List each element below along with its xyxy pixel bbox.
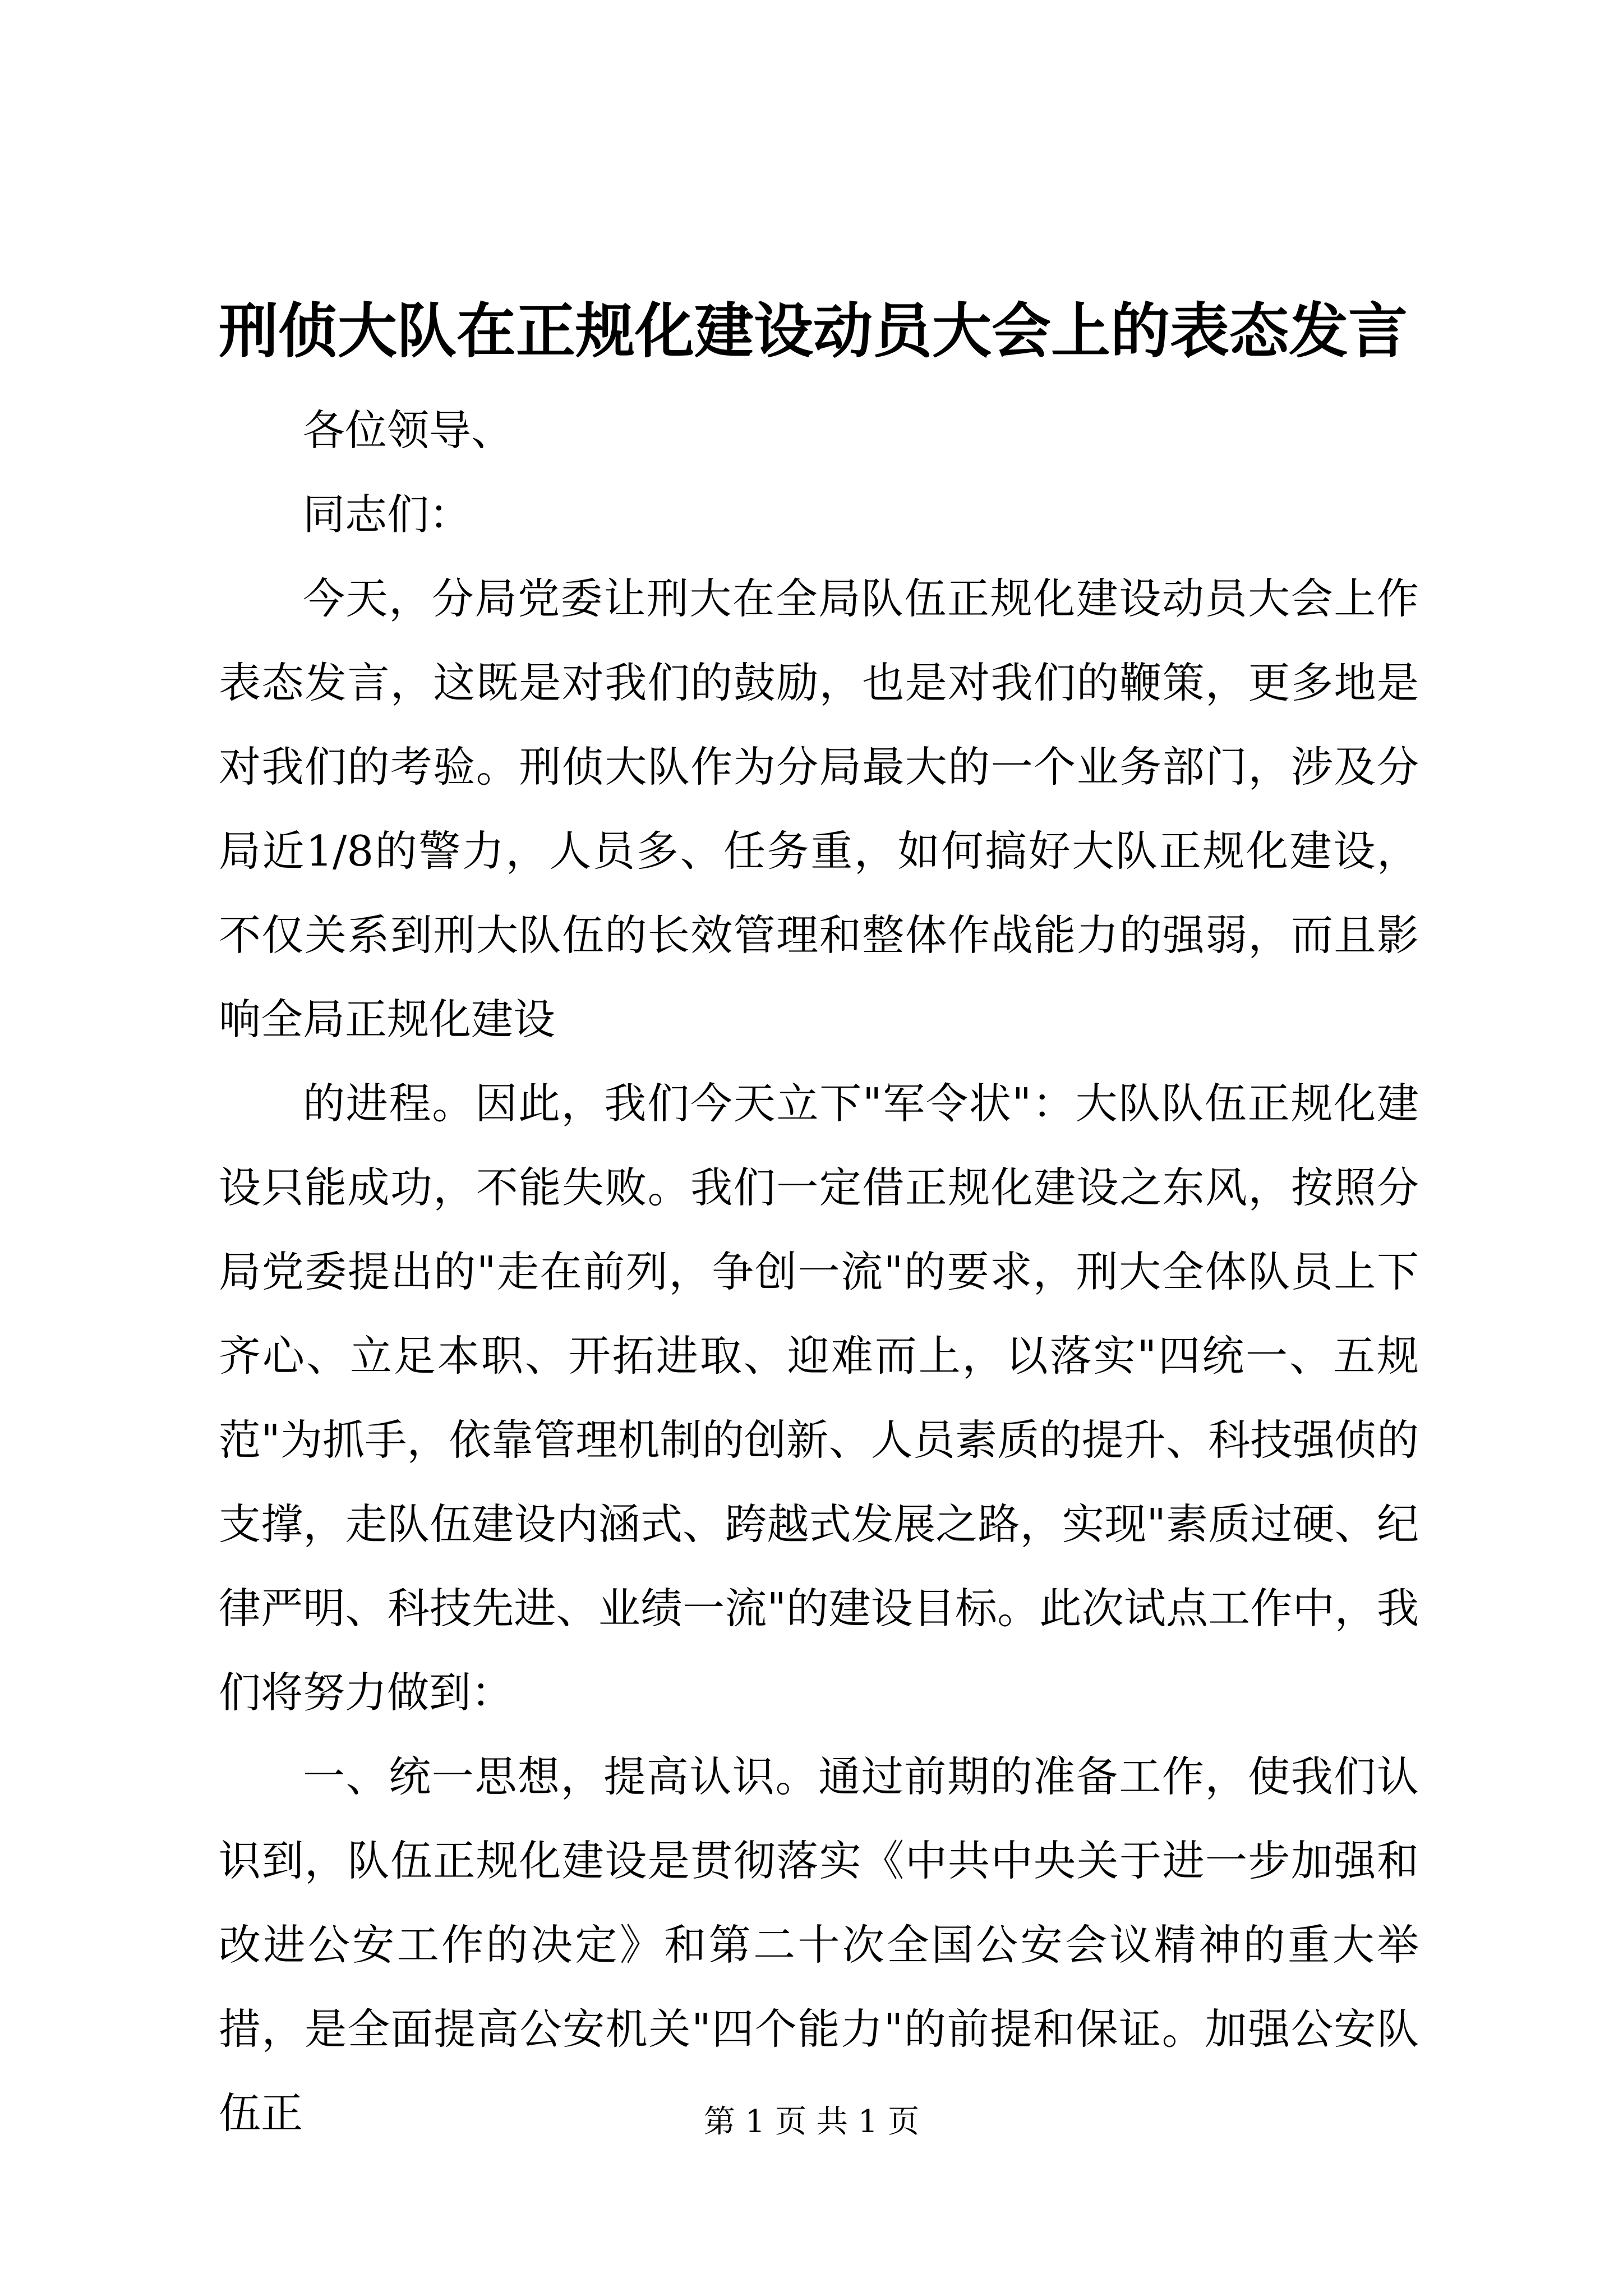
page-number-footer: 第 1 页 共 1 页 xyxy=(703,2104,920,2140)
salutation-line-2: 同志们： xyxy=(303,490,472,539)
paragraph-opening: 今天，分局党委让刑大在全局队伍正规化建设动员大会上作表态发言，这既是对我们的鼓励，也是对我们的鞭策，更多地是对我们的考验。刑侦大队作为分局最大的一个业务部门，涉及分局近1/8的警力，人员多、任务重，如何搞好大队正规化建设，不仅关系到刑大队伍的长效管理和整体作战能力的强弱，而且影响全局正规化建设 xyxy=(219,574,1419,1044)
paragraph-point-one: 一、统一思想，提高认识。通过前期的准备工作，使我们认识到，队伍正规化建设是贯彻落实《中共中央关于进一步加强和改进公安工作的决定》和第二十次全国公安会议精神的重大举措，是全面提高公安机关"四个能力"的前提和保证。加强公安队伍正 xyxy=(219,1752,1419,2138)
salutation-line-1: 各位领导、 xyxy=(303,406,514,455)
document-title: 刑侦大队在正规化建设动员大会上的表态发言 xyxy=(219,296,1408,366)
paragraph-commitment: 的进程。因此，我们今天立下"军令状"：大队队伍正规化建设只能成功，不能失败。我们一定借正规化建设之东风，按照分局党委提出的"走在前列，争创一流"的要求，刑大全体队员上下齐心、立足本职、开拓进取、迎难而上，以落实"四统一、五规范"为抓手，依靠管理机制的创新、人员素质的提升、科技强侦的支撑，走队伍建设内涵式、跨越式发展之路，实现"素质过硬、纪律严明、科技先进、业绩一流"的建设目标。此次试点工作中，我们将努力做到： xyxy=(219,1079,1419,1717)
document-body xyxy=(219,388,1419,2155)
